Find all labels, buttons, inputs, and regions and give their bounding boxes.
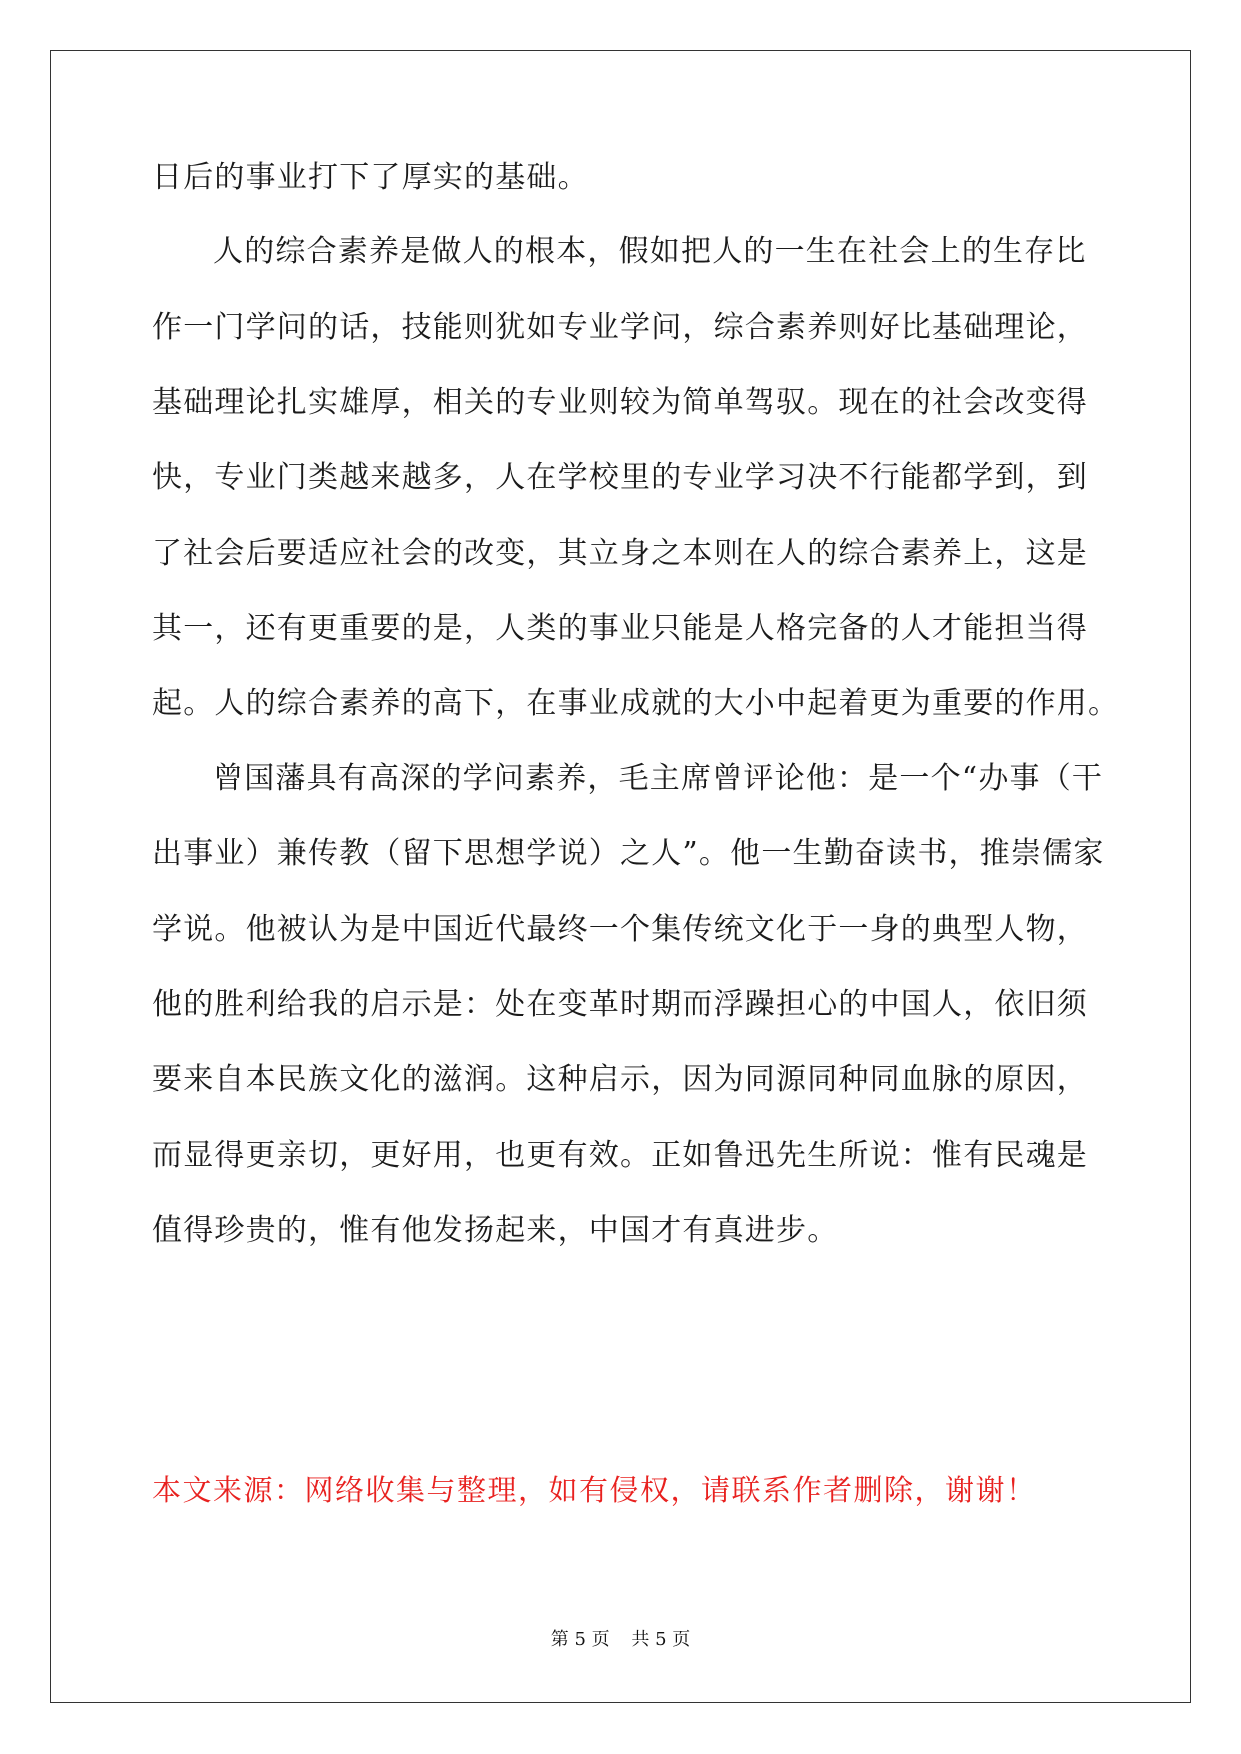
- body-line-6: 了社会后要适应社会的改变，其立身之本则在人的综合素养上，这是: [152, 536, 1088, 571]
- body-line-5: 快，专业门类越来越多，人在学校里的专业学习决不行能都学到，到: [152, 460, 1088, 495]
- body-line-8: 起。人的综合素养的高下，在事业成就的大小中起着更为重要的作用。: [152, 686, 1120, 721]
- body-line-3: 作一门学问的话，技能则犹如专业学问，综合素养则好比基础理论，: [152, 310, 1088, 345]
- body-line-10: 出事业）兼传教（留下思想学说）之人”。他一生勤奋读书，推崇儒家: [152, 836, 1105, 871]
- body-line-9: 曾国藩具有高深的学问素养，毛主席曾评论他：是一个“办事（干: [213, 761, 1104, 796]
- body-line-2: 人的综合素养是做人的根本，假如把人的一生在社会上的生存比: [213, 234, 1087, 269]
- page-footer: [0, 1628, 1241, 1652]
- page-frame: [50, 50, 1191, 1703]
- body-line-4: 基础理论扎实雄厚，相关的专业则较为简单驾驭。现在的社会改变得: [152, 385, 1088, 420]
- page-number: 第 5 页: [550, 1629, 610, 1650]
- body-line-1: 日后的事业打下了厚实的基础。: [152, 160, 589, 195]
- source-note: 本文来源：网络收集与整理，如有侵权，请联系作者删除，谢谢！: [152, 1473, 1037, 1507]
- body-line-7: 其一，还有更重要的是，人类的事业只能是人格完备的人才能担当得: [152, 611, 1088, 646]
- page-total: 共 5 页: [631, 1629, 691, 1650]
- body-line-11: 学说。他被认为是中国近代最终一个集传统文化于一身的典型人物，: [152, 912, 1088, 947]
- body-line-12: 他的胜利给我的启示是：处在变革时期而浮躁担心的中国人，依旧须: [152, 987, 1088, 1022]
- body-line-15: 值得珍贵的，惟有他发扬起来，中国才有真进步。: [152, 1213, 839, 1248]
- body-line-13: 要来自本民族文化的滋润。这种启示，因为同源同种同血脉的原因，: [152, 1062, 1088, 1097]
- body-line-14: 而显得更亲切，更好用，也更有效。正如鲁迅先生所说：惟有民魂是: [152, 1138, 1088, 1173]
